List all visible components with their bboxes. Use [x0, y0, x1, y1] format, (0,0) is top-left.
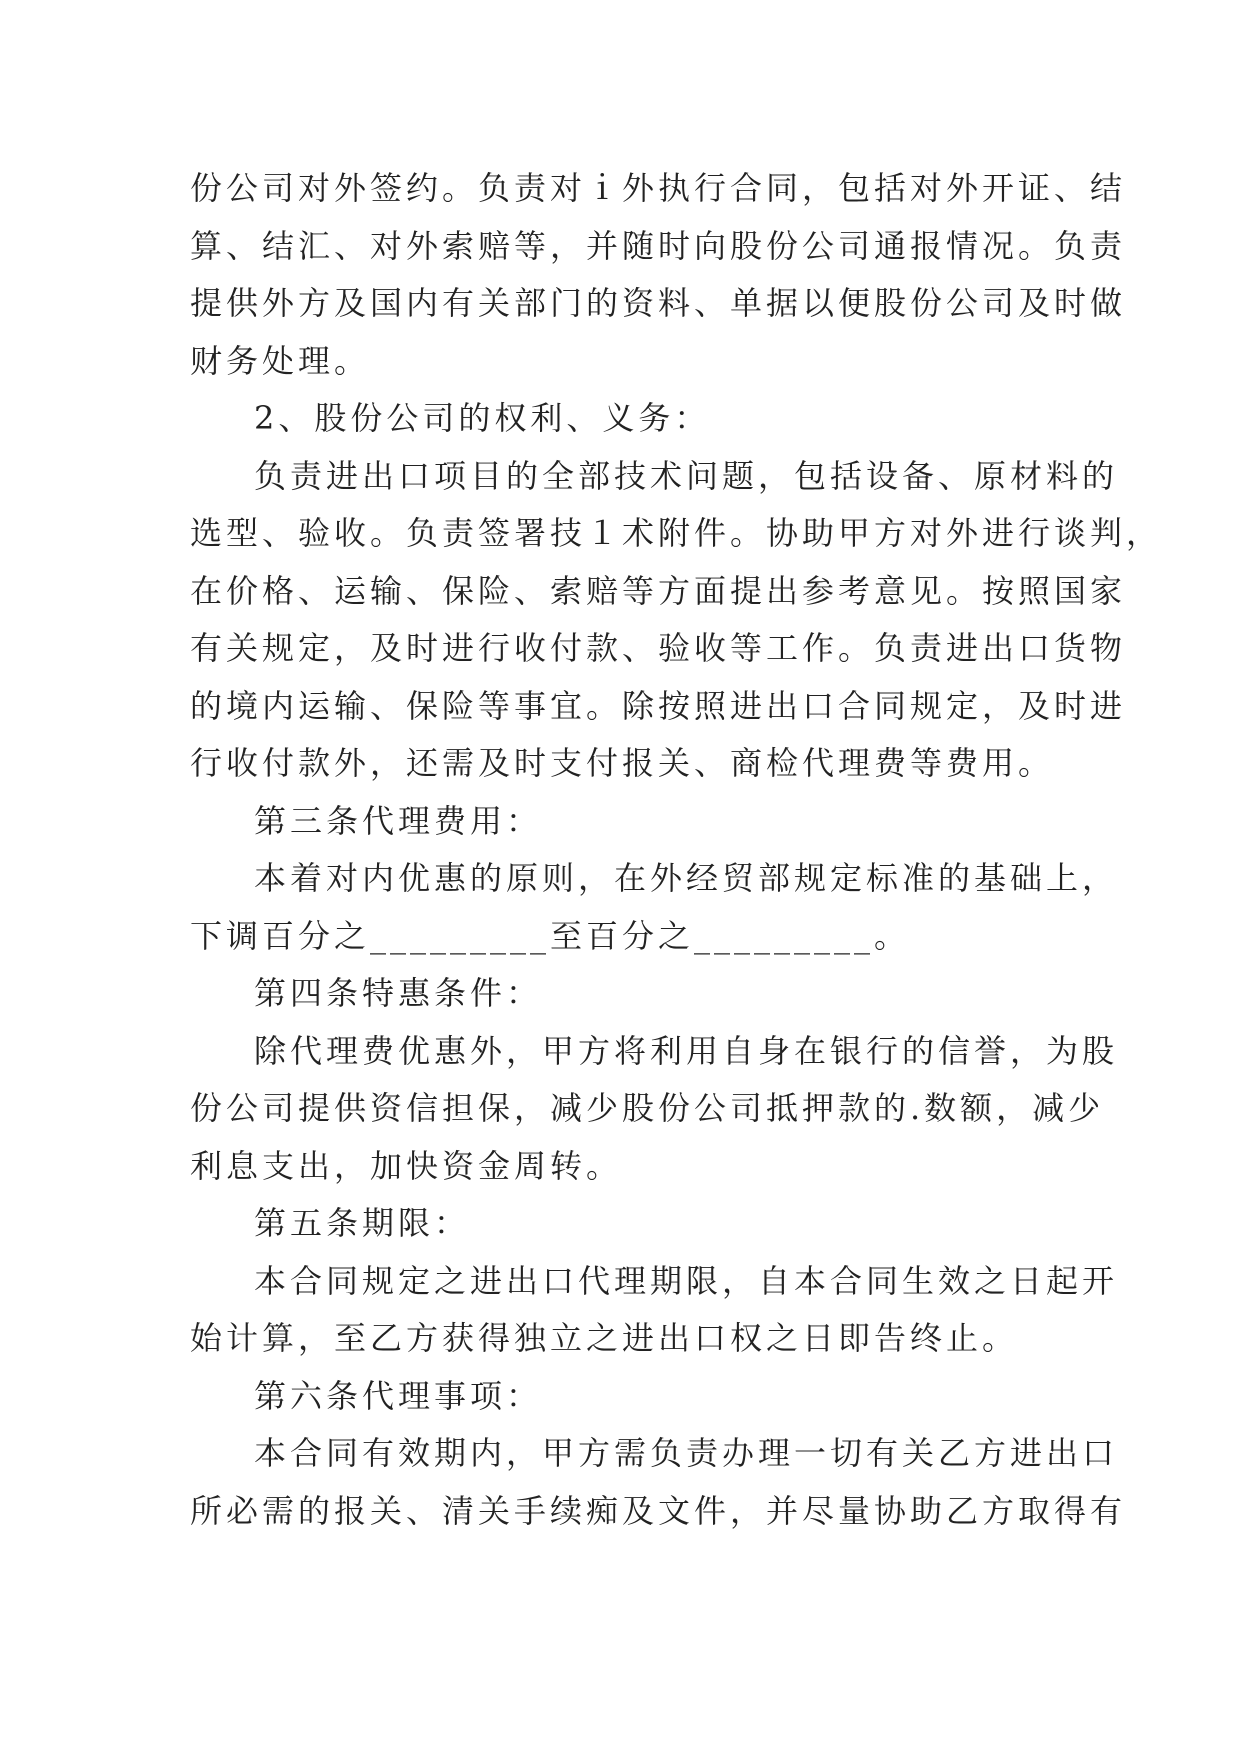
text-line: 本合同有效期内，甲方需负责办理一切有关乙方进出口: [254, 1434, 1119, 1472]
paragraph-article-4: [190, 1023, 1119, 1196]
text-line: 下调百分之_________至百分之_________。: [190, 916, 911, 955]
text-line: 所必需的报关、清关手续痴及文件，并尽量协助乙方取得有: [190, 1491, 1127, 1530]
text-line: 份公司提供资信担保，减少股份公司抵押款的.数额，减少: [190, 1089, 1105, 1127]
section-heading-article-3: [190, 793, 1060, 851]
heading-text: 第四条特惠条件：: [254, 974, 543, 1012]
text-line: 提供外方及国内有关部门的资料、单据以便股份公司及时做: [190, 284, 1127, 322]
text-line: 行收付款外，还需及时支付报关、商检代理费等费用。: [190, 744, 1055, 782]
text-line: 负责进出口项目的全部技术问题，包括设备、原材料的: [254, 456, 1119, 495]
text-line: 利息支出，加快资金周转。: [190, 1146, 623, 1185]
text-line: 算、结汇、对外索赔等，并随时向股份公司通报情况。负责: [190, 226, 1127, 265]
text-line: 本合同规定之进出口代理期限，自本合同生效之日起开: [254, 1261, 1119, 1300]
section-heading-article-4: [190, 965, 1060, 1023]
section-heading-article-5: [190, 1195, 1060, 1253]
heading-text: 2、股份公司的权利、义务：: [254, 399, 711, 437]
text-line: 有关规定，及时进行收付款、验收等工作。负责进出口货物: [190, 629, 1127, 667]
text-line: 始计算，至乙方获得独立之进出口权之日即告终止。: [190, 1319, 1019, 1357]
document-body: [190, 160, 1163, 1540]
paragraph-article-6: [190, 1425, 1127, 1540]
heading-text: 第六条代理事项：: [254, 1376, 543, 1415]
section-heading-article-6: [190, 1368, 1060, 1426]
section-heading-company-rights: [190, 390, 1060, 448]
text-line: 财务处理。: [190, 341, 371, 380]
paragraph-article-5: [190, 1253, 1119, 1368]
text-line: 除代理费优惠外，甲方将利用自身在银行的信誉，为股: [254, 1031, 1119, 1070]
paragraph-duties-continued: [190, 160, 1127, 390]
text-line: 在价格、运输、保险、索赔等方面提出参考意见。按照国家: [190, 571, 1127, 610]
text-line: 本着对内优惠的原则，在外经贸部规定标准的基础上，: [254, 859, 1119, 897]
text-line: 份公司对外签约。负责对ｉ外执行合同，包括对外开证、结: [190, 169, 1127, 207]
paragraph-company-rights: [190, 448, 1163, 793]
text-line: 选型、验收。负责签署技１术附件。协助甲方对外进行谈判，: [190, 514, 1163, 552]
paragraph-article-3: [190, 850, 1119, 965]
text-line: 的境内运输、保险等事宜。除按照进出口合同规定，及时进: [190, 686, 1127, 725]
heading-text: 第三条代理费用：: [254, 801, 543, 840]
heading-text: 第五条期限：: [254, 1204, 471, 1242]
